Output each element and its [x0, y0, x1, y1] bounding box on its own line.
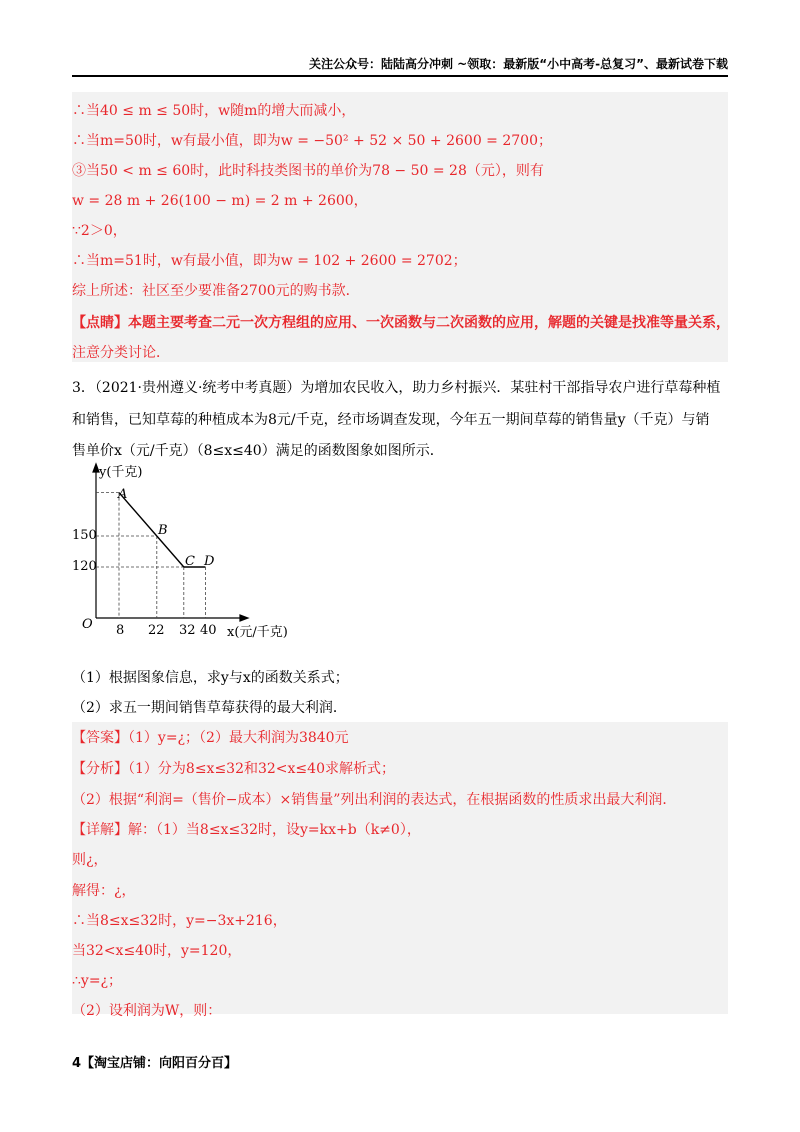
question-line: （1）根据图象信息，求y与x的函数关系式；	[72, 670, 349, 686]
solution-line: 综上所述：社区至少要准备2700元的购书款．	[72, 283, 360, 299]
solution-line: ∴当m=51时，w有最小值，即为w = 102 + 2600 = 2702；	[72, 253, 467, 269]
point-label-d: D	[204, 554, 215, 569]
detail-line: 则¿，	[72, 852, 108, 868]
point-label-b: B	[158, 523, 168, 538]
detail-line: ∴当8≤x≤32时，y=−3x+216，	[72, 913, 287, 929]
solution-line: ∵2＞0，	[72, 223, 127, 239]
analysis-line: （2）根据“利润=（售价−成本）×销售量”列出利润的表达式，在根据函数的性质求出最大利润．	[72, 792, 677, 808]
detail-line: 【详解】解：（1）当8≤x≤32时，设y=kx+b（k≠0），	[72, 822, 421, 838]
x-tick-label-22: 22	[148, 623, 165, 638]
detail-line: 当32<x≤40时，y=120，	[72, 943, 242, 959]
y-tick-label-150: 150	[72, 528, 97, 543]
point-label-a: A	[118, 487, 128, 502]
y-tick-label-120: 120	[72, 559, 97, 574]
page-header: 关注公众号：陆陆高分冲刺 ~领取：最新版“小中高考-总复习”、最新试卷下载	[72, 55, 728, 77]
solution-line: ∴当40 ≤ m ≤ 50时，w随m的增大而减小，	[72, 103, 356, 119]
analysis-line: 【分析】（1）分为8≤x≤32和32<x≤40求解析式；	[72, 761, 395, 777]
key-point-line: 注意分类讨论．	[72, 345, 170, 361]
problem-line: 3．（2021·贵州遵义·统考中考真题）为增加农民收入，助力乡村振兴．某驻村干部指导农户进行草莓种植	[72, 380, 721, 396]
function-segment	[157, 536, 184, 567]
y-axis-label: y(千克)	[99, 465, 143, 480]
solution-line: w = 28 m + 26(100 − m) = 2 m + 2600，	[72, 193, 368, 209]
x-tick-label-8: 8	[116, 623, 125, 638]
origin-label: O	[82, 617, 93, 632]
solution-line: ∴当m=50时，w有最小值，即为w = −50² + 52 × 50 + 2600 = 2700；	[72, 133, 552, 149]
page-footer: 4【淘宝店铺：向阳百分百】	[72, 1056, 238, 1071]
x-tick-label-40: 40	[200, 623, 217, 638]
function-graph	[72, 460, 312, 640]
question-line: （2）求五一期间销售草莓获得的最大利润．	[72, 700, 347, 716]
detail-line: （2）设利润为W，则：	[72, 1003, 222, 1019]
detail-line: 解得：¿，	[72, 883, 136, 899]
problem-line: 售单价x（元/千克）（8≤x≤40）满足的函数图象如图所示．	[72, 443, 444, 459]
key-point-line: 【点睛】本题主要考查二元一次方程组的应用、一次函数与二次函数的应用，解题的关键是找准等量关系，	[72, 315, 730, 331]
x-tick-label-32: 32	[179, 623, 196, 638]
problem-line: 和销售，已知草莓的种植成本为8元/千克，经市场调查发现，今年五一期间草莓的销售量y（千克）与销	[72, 412, 710, 428]
detail-line: ∴y=¿；	[72, 973, 123, 989]
answer-line: 【答案】（1）y=¿；（2）最大利润为3840元	[72, 730, 349, 746]
x-axis-label: x(元/千克)	[227, 625, 288, 640]
solution-line: ③当50 < m ≤ 60时，此时科技类图书的单价为78 − 50 = 28（元），则有	[72, 163, 544, 179]
point-label-c: C	[185, 554, 195, 569]
